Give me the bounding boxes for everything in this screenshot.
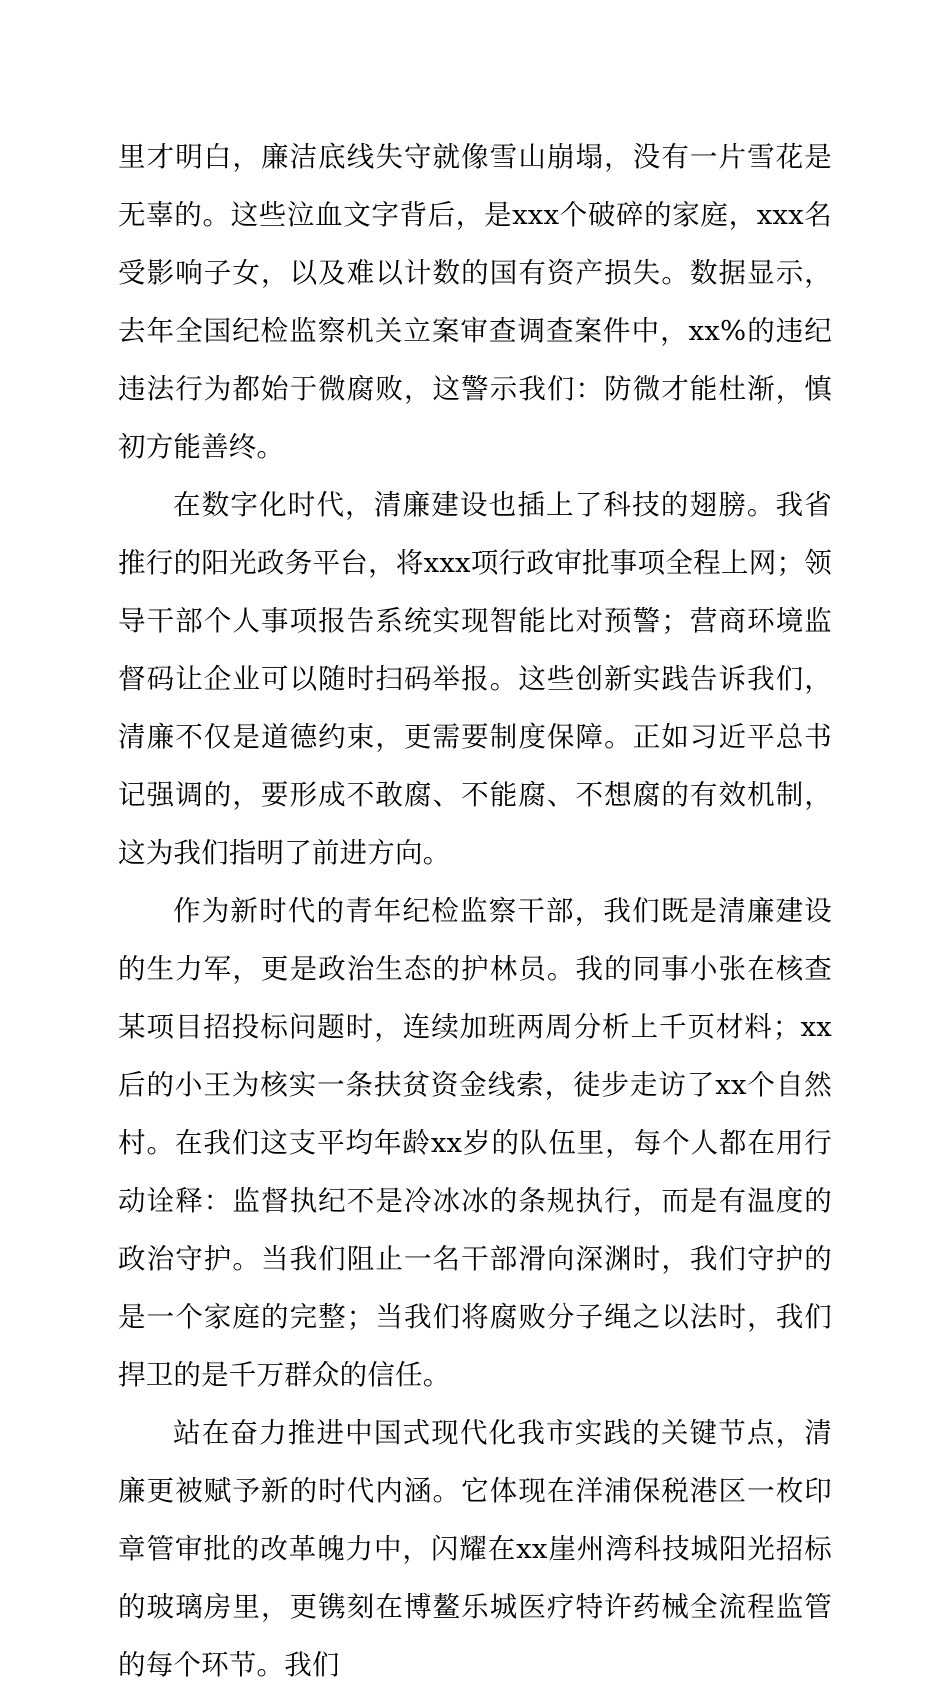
paragraph-2: 在数字化时代，清廉建设也插上了科技的翅膀。我省推行的阳光政务平台，将xxx项行政审批事项全程上网；领导干部个人事项报告系统实现智能比对预警；营商环境监督码让企业可以随时扫码举报。这些创新实践告诉我们，清廉不仅是道德约束，更需要制度保障。正如习近平总书记强调的，要形成不敢腐、不能腐、不想腐的有效机制，这为我们指明了前进方向。 [118, 489, 832, 869]
paragraph-3: 作为新时代的青年纪检监察干部，我们既是清廉建设的生力军，更是政治生态的护林员。我的同事小张在核查某项目招投标问题时，连续加班两周分析上千页材料；xx后的小王为核实一条扶贫资金线索，徒步走访了xx个自然村。在我们这支平均年龄xx岁的队伍里，每个人都在用行动诠释：监督执纪不是冷冰冰的条规执行，而是有温度的政治守护。当我们阻止一名干部滑向深渊时，我们守护的是一个家庭的完整；当我们将腐败分子绳之以法时，我们捍卫的是千万群众的信任。 [118, 895, 832, 1391]
document-body [118, 128, 832, 1694]
paragraph-4: 站在奋力推进中国式现代化我市实践的关键节点，清廉更被赋予新的时代内涵。它体现在洋浦保税港区一枚印章管审批的改革魄力中，闪耀在xx崖州湾科技城阳光招标的玻璃房里，更镌刻在博鳌乐城医疗特许药械全流程监管的每个环节。我们 [118, 1417, 832, 1681]
paragraph-1: 里才明白，廉洁底线失守就像雪山崩塌，没有一片雪花是无辜的。这些泣血文字背后，是xxx个破碎的家庭，xxx名受影响子女，以及难以计数的国有资产损失。数据显示，去年全国纪检监察机关立案审查调查案件中，xx%的违纪违法行为都始于微腐败，这警示我们：防微才能杜渐，慎初方能善终。 [118, 141, 832, 463]
